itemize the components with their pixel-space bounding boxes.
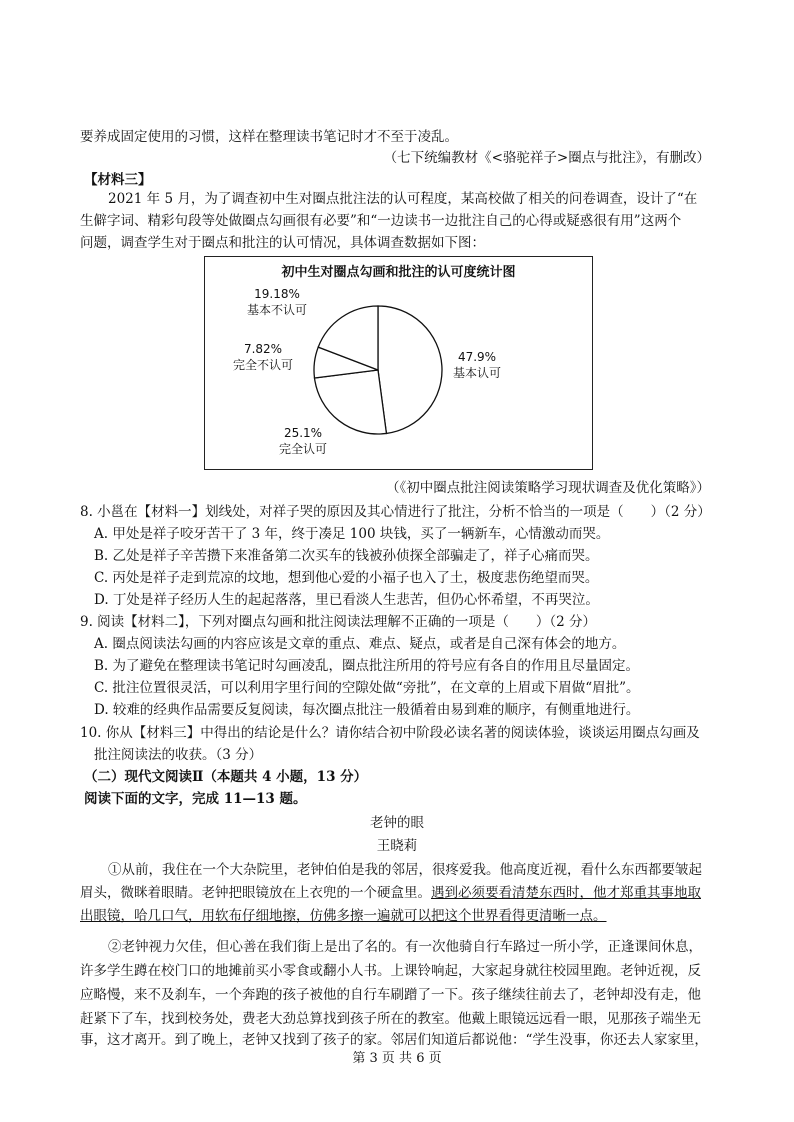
paragraph-line: 赶紧下了车，找到校务处，费老大劲总算找到孩子所在的教室。他戴上眼镜远远看一眼，见那孩子端坐无 bbox=[80, 1011, 701, 1027]
paragraph-line: ②老钟视力欠佳，但心善在我们街上是出了名的。有一次他骑自行车路过一所小学，正逢课间休息， bbox=[108, 939, 702, 955]
slice-category-label: 基本认可 bbox=[452, 366, 502, 380]
pie-chart bbox=[204, 256, 593, 470]
option-a: A. 圈点阅读法勾画的内容应该是文章的重点、难点、疑点，或者是自己深有体会的地方。 bbox=[94, 636, 626, 652]
option-c: C. 丙处是祥子走到荒凉的坟地，想到他心爱的小福子也入了土，极度悲伤绝望而哭。 bbox=[94, 570, 599, 586]
paragraph-line: ①从前，我住在一个大杂院里，老钟伯伯是我的邻居，很疼爱我。他高度近视，看什么东西都要皱起 bbox=[108, 862, 702, 878]
paragraph-line: 应略慢，来不及刹车，一个奔跑的孩子被他的自行车刷蹭了一下。孩子继续往前去了，老钟却没有走，他 bbox=[80, 987, 701, 1003]
underlined-text: 出眼镜，哈几口气，用软布仔细地擦，仿佛多擦一遍就可以把这个世界看得更清晰一点。 bbox=[80, 908, 607, 924]
paragraph-line: 2021 年 5 月，为了调查初中生对圈点批注法的认可程度，某高校做了相关的问卷调查，设计了“在 bbox=[108, 191, 698, 207]
question-10: 10. 你从【材料三】中得出的结论是什么？请你结合初中阶段必读名著的阅读体验，谈谈运用圈点勾画及 bbox=[80, 725, 700, 741]
option-c: C. 批注位置很灵活，可以利用字里行间的空隙处做“旁批”，在文章的上眉或下眉做“眉批”。 bbox=[94, 680, 640, 696]
paragraph-line: 问题，调查学生对于圈点和批注的认可情况，具体调查数据如下图： bbox=[80, 235, 485, 251]
citation: （七下统编教材《<骆驼祥子>圈点与批注》，有删改） bbox=[383, 150, 710, 166]
slice-value-label: 19.18% bbox=[254, 287, 300, 301]
underlined-text: 遇到必须要看清楚东西时，他才郑重其事地取 bbox=[431, 885, 701, 901]
option-b: B. 为了避免在整理读书笔记时勾画凌乱，圈点批注所用的符号应有各自的作用且尽量固定。 bbox=[94, 658, 640, 674]
option-d: D. 较难的经典作品需要反复阅读，每次圈点批注一般循着由易到难的顺序，有侧重地进行。 bbox=[94, 702, 640, 718]
text-span: 眉头，微眯着眼睛。老钟把眼镜放在上衣兜的一个硬盒里。 bbox=[80, 885, 431, 901]
page-number: 第 3 页 共 6 页 bbox=[352, 1051, 442, 1066]
chart-title: 初中生对圈点勾画和批注的认可度统计图 bbox=[281, 265, 516, 280]
pie-slice bbox=[315, 370, 387, 434]
article-author: 王晓莉 bbox=[376, 838, 418, 854]
question-8: 8. 小邕在【材料一】划线处，对祥子哭的原因及其心情进行了批注，分析不恰当的一项是（ ）（2 分） bbox=[80, 504, 711, 520]
slice-value-label: 47.9% bbox=[457, 350, 497, 364]
question-10-cont: 批注阅读法的收获。（3 分） bbox=[94, 747, 263, 763]
slice-value-label: 7.82% bbox=[243, 342, 283, 356]
question-9: 9. 阅读【材料二】，下列对圈点勾画和批注阅读法理解不正确的一项是（ ）（2 分） bbox=[80, 614, 597, 630]
pie-chart-svg bbox=[205, 257, 592, 469]
paragraph-line: 许多学生蹲在校门口的地摊前买小零食或翻小人书。上课铃响起，大家起身就往校园里跑。老钟近视，反 bbox=[80, 963, 701, 979]
option-d: D. 丁处是祥子经历人生的起起落落，里已看淡人生悲苦，但仍心怀希望，不再哭泣。 bbox=[94, 592, 599, 608]
option-a: A. 甲处是祥子咬牙苦干了 3 年，终于凑足 100 块钱，买了一辆新车，心情激动而哭。 bbox=[94, 526, 610, 542]
text-line: 要养成固定使用的习惯，这样在整理读书笔记时才不至于凌乱。 bbox=[80, 129, 458, 145]
material-heading: 【材料三】 bbox=[84, 172, 152, 188]
paragraph-line: 事，这才离开。到了晚上，老钟又找到了孩子的家。邻居们知道后都说他：“学生没事，你还去人家家里， bbox=[80, 1032, 708, 1048]
article-title: 老钟的眼 bbox=[370, 815, 424, 831]
instructions: 阅读下面的文字，完成 11—13 题。 bbox=[84, 791, 307, 807]
slice-category-label: 基本不认可 bbox=[246, 303, 308, 317]
slice-category-label: 完全认可 bbox=[278, 442, 328, 456]
chart-source: （《初中圈点批注阅读策略学习现状调查及优化策略》） bbox=[386, 480, 710, 496]
section-heading: （二）现代文阅读Ⅱ（本题共 4 小题，13 分） bbox=[84, 769, 368, 785]
pie-slice bbox=[378, 306, 442, 433]
slice-value-label: 25.1% bbox=[283, 426, 323, 440]
paragraph-line bbox=[80, 883, 720, 903]
paragraph-line: 生僻字词、精彩句段等处做圈点勾画很有必要”和“一边读书一边批注自己的心得或疑惑很有用”这两个 bbox=[80, 213, 682, 229]
option-b: B. 乙处是祥子辛苦攒下来准备第二次买车的钱被孙侦探全部骗走了，祥子心痛而哭。 bbox=[94, 548, 599, 564]
slice-category-label: 完全不认可 bbox=[232, 358, 294, 372]
